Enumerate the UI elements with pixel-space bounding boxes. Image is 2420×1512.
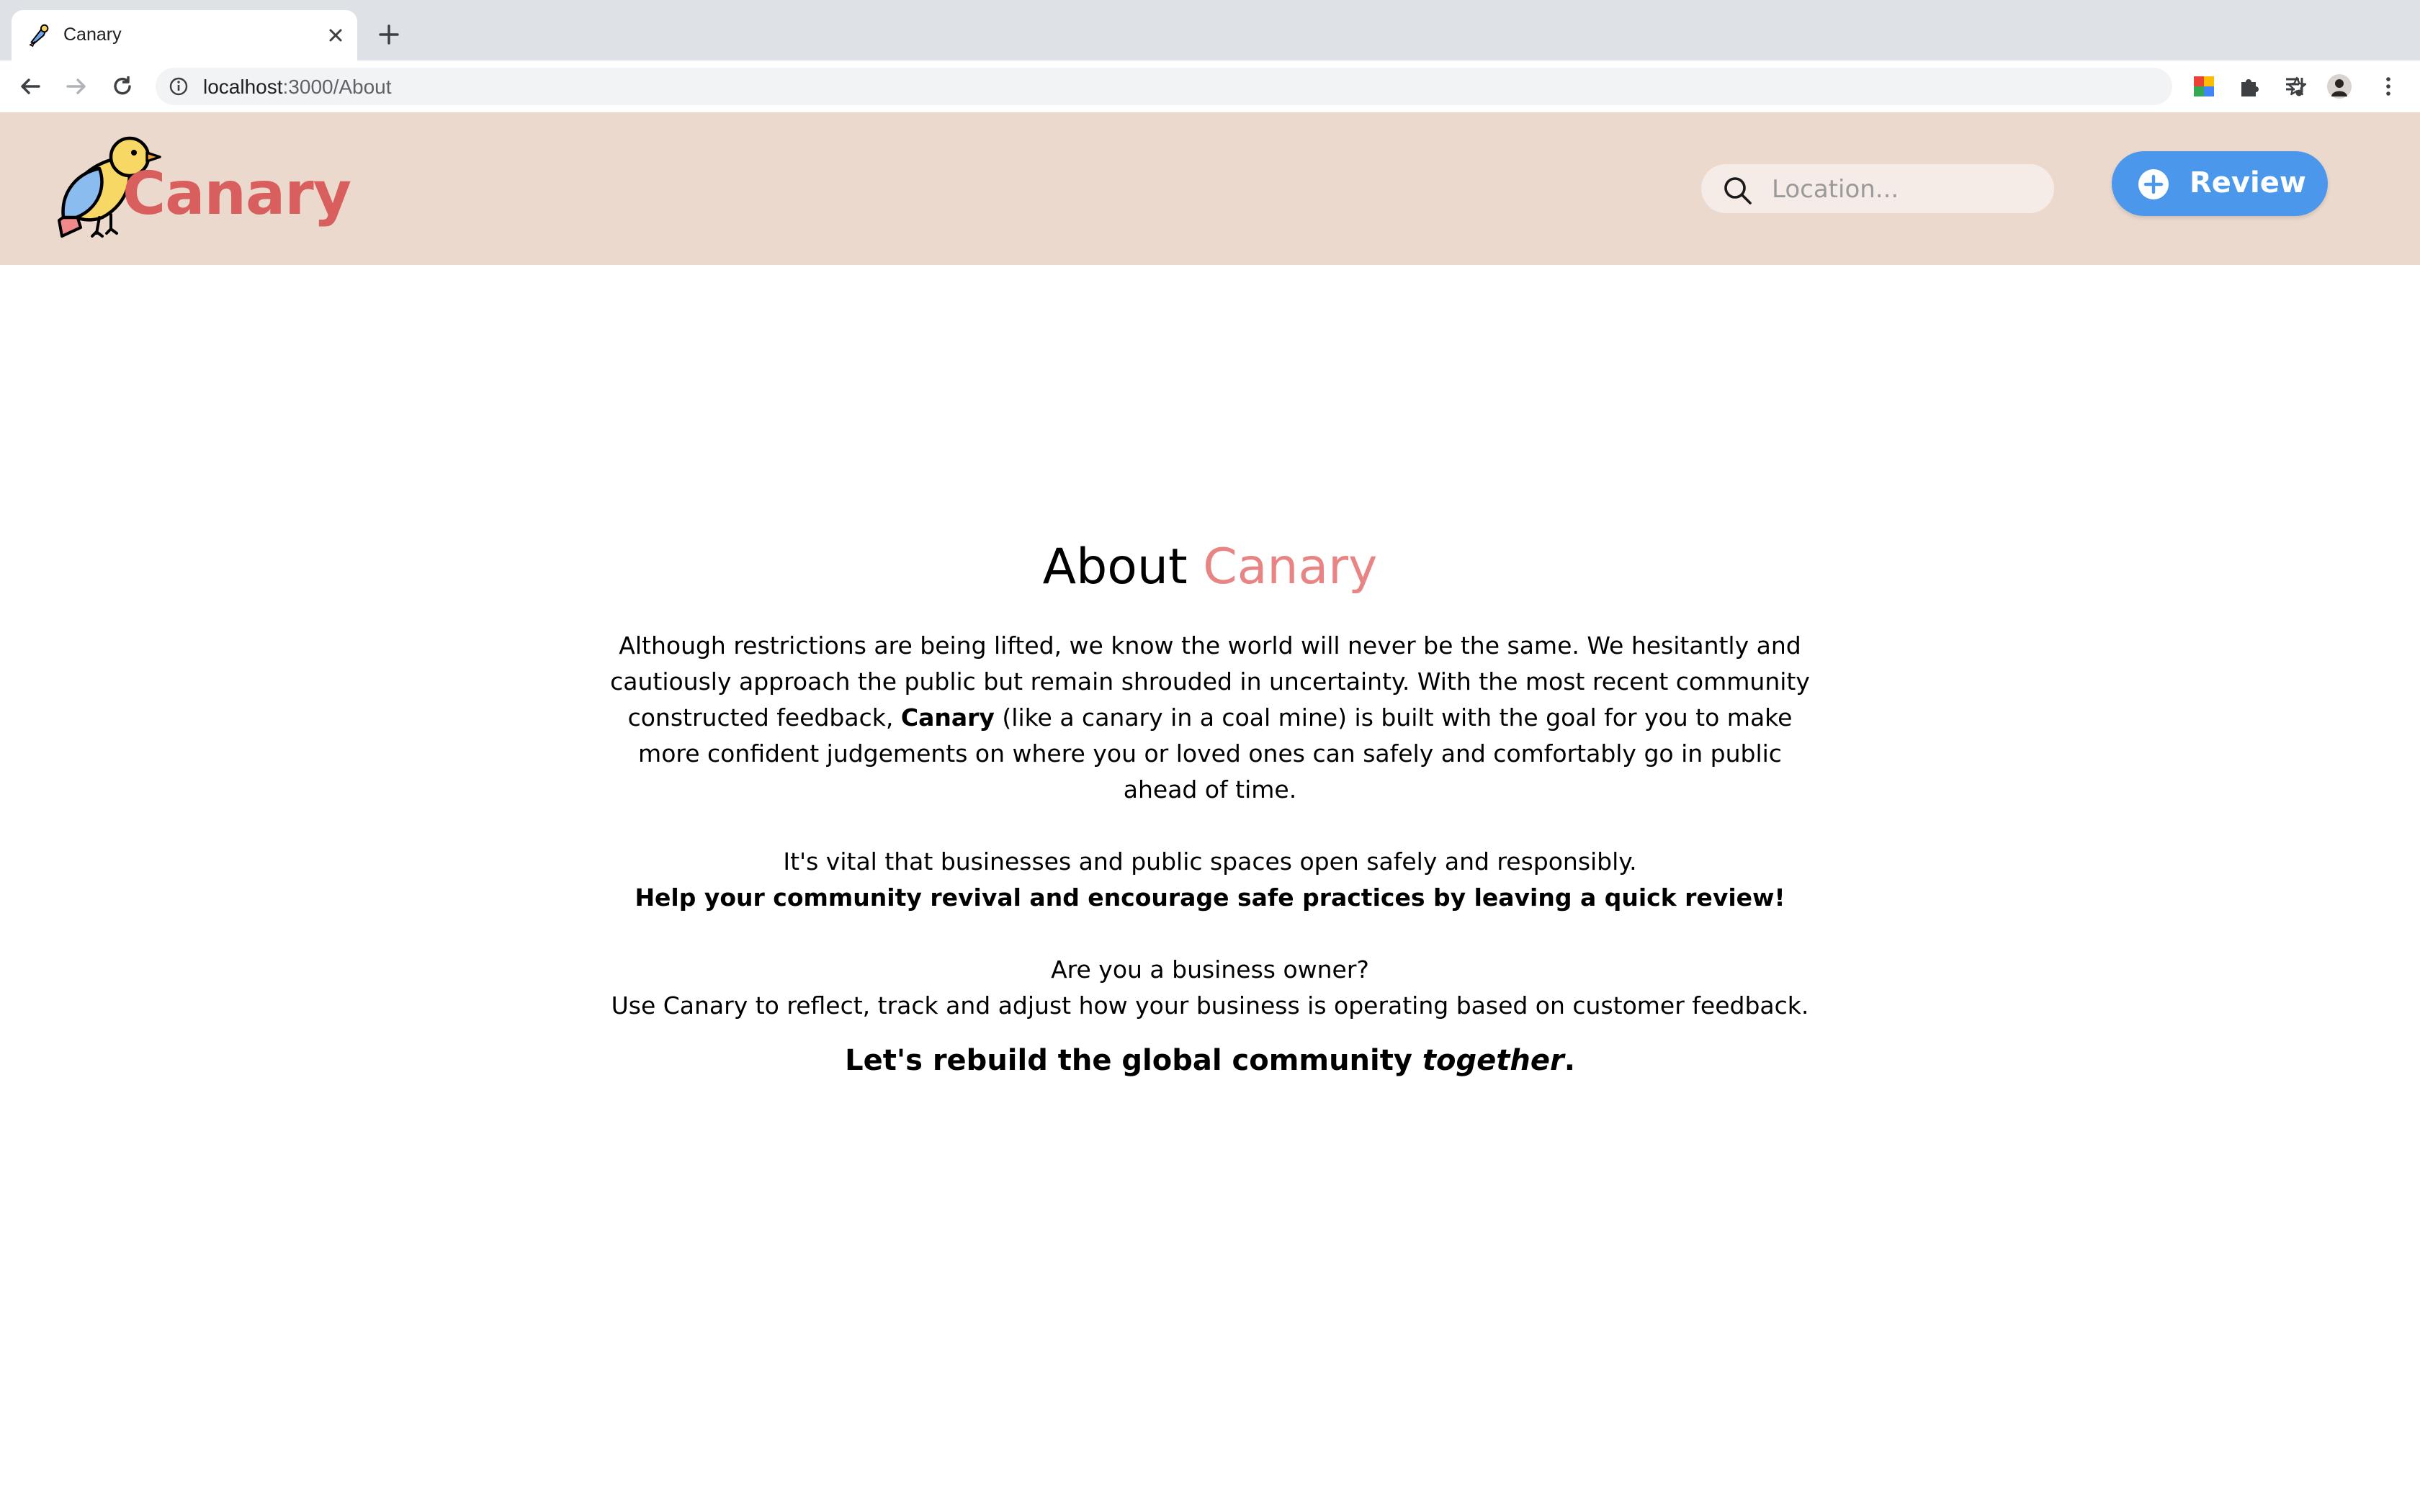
call-to-action-text: Help your community revival and encourage safe practices by leaving a quick review!: [635, 883, 1785, 912]
about-title-accent: Canary: [1203, 539, 1378, 595]
reload-icon[interactable]: [108, 72, 137, 101]
about-section: [598, 533, 1822, 1079]
intro-text-after: (like a canary in a coal mine) is built with the goal for you to make more confident judgements on where you or loved ones can safely and comfortably go in public ahead of time.: [638, 703, 1793, 804]
browser-tabstrip: [0, 0, 2420, 60]
forward-arrow-icon[interactable]: [62, 72, 91, 101]
location-search-input[interactable]: [1770, 170, 2040, 209]
logo-wordmark[interactable]: Canary: [122, 160, 351, 228]
about-title: [598, 533, 1822, 602]
close-tab-icon[interactable]: [323, 22, 349, 48]
site-header: [0, 112, 2420, 265]
closing-emphasis: together: [1422, 1044, 1564, 1077]
plus-circle-icon: [2138, 168, 2169, 200]
closing-main: Let's rebuild the global community: [845, 1044, 1412, 1077]
review-button-label: Review: [2190, 166, 2306, 199]
tab-title: Canary: [63, 24, 122, 45]
address-bar[interactable]: [156, 68, 2172, 105]
about-intro-paragraph: [598, 628, 1822, 808]
url-path: :3000/About: [282, 76, 392, 98]
back-arrow-icon[interactable]: [16, 72, 45, 101]
url-host: localhost: [203, 76, 283, 98]
closing-period: .: [1564, 1044, 1575, 1077]
color-extension-icon[interactable]: [2191, 73, 2217, 99]
browser-toolbar: [0, 60, 2420, 113]
vital-statement: It's vital that businesses and public spaces open safely and responsibly.: [783, 847, 1637, 876]
browser-menu-icon[interactable]: [2375, 73, 2401, 99]
extensions-puzzle-icon[interactable]: [2237, 73, 2263, 99]
intro-brand-name: Canary: [900, 703, 995, 732]
review-button[interactable]: [2112, 151, 2328, 216]
url-text: [203, 76, 392, 99]
about-title-prefix: About: [1042, 539, 1188, 595]
new-tab-icon[interactable]: [376, 22, 402, 48]
site-info-icon[interactable]: [169, 76, 189, 96]
profile-avatar-icon[interactable]: [2326, 73, 2352, 99]
closing-statement: [598, 1043, 1822, 1079]
search-icon: [1721, 174, 1753, 206]
media-queue-icon[interactable]: [2283, 73, 2309, 99]
intro-text-before: Although restrictions are being lifted, we know the world will never be the same. We hesitantly and cautiously approach the public but remain shrouded in uncertainty. With the most recent community constructed feedback,: [610, 631, 1810, 732]
business-owner-question: Are you a business owner?: [1051, 955, 1369, 984]
location-search[interactable]: [1701, 164, 2054, 213]
canary-favicon-icon: [26, 22, 53, 49]
browser-tab[interactable]: [12, 10, 357, 60]
business-owner-description: Use Canary to reflect, track and adjust how your business is operating based on customer feedback.: [611, 991, 1809, 1020]
